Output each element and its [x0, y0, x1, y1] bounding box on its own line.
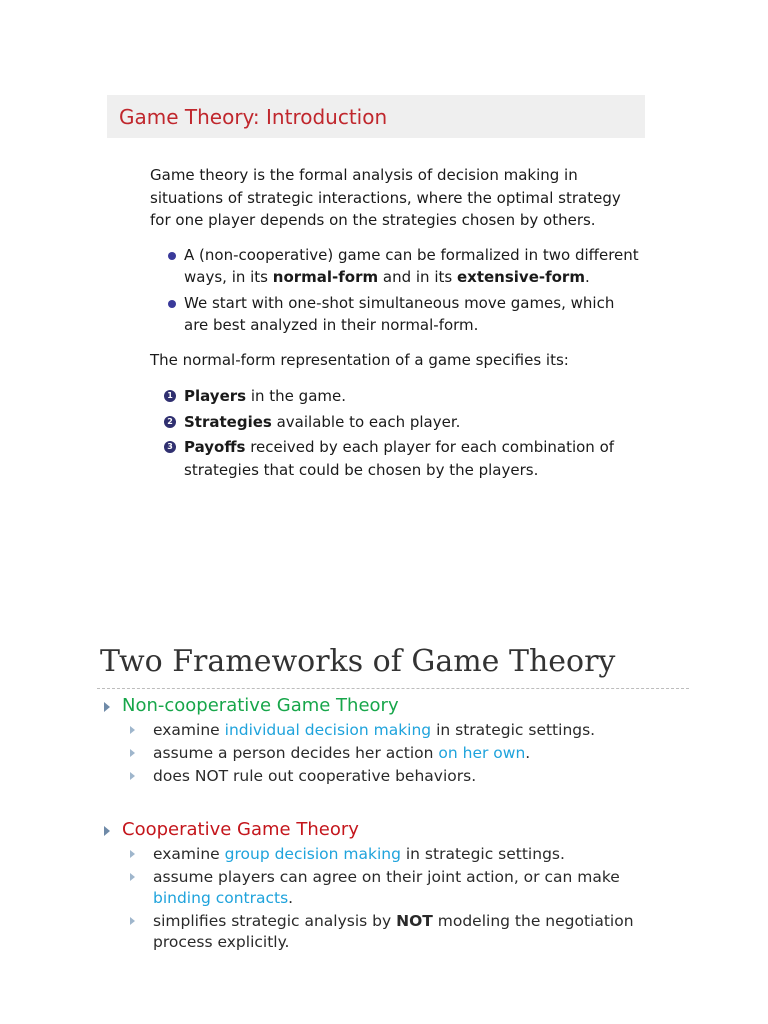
bullet-dot-icon: [168, 300, 176, 308]
item-highlight: group decision making: [224, 845, 401, 863]
bullet-text: We start with one-shot simultaneous move games, which are best analyzed in their normal-form.: [184, 293, 615, 334]
list-item: [150, 411, 640, 434]
number-badge-icon: 2: [164, 416, 176, 428]
item-text: in the game.: [246, 387, 346, 405]
noncoop-heading: [100, 694, 700, 718]
arrow-bullet-icon: [130, 917, 135, 925]
coop-list: [100, 844, 700, 953]
bullet-bold-normal-form: normal-form: [272, 268, 379, 286]
normal-form-intro: The normal-form representation of a game specifies its:: [150, 350, 569, 369]
coop-section: [100, 818, 700, 955]
noncoop-list: [100, 720, 700, 787]
arrow-bullet-icon: [130, 850, 135, 858]
slide1-body: [150, 164, 640, 484]
list-item: [150, 244, 640, 289]
item-text: received by each player for each combination of strategies that could be chosen by the players.: [184, 438, 615, 479]
bullet-dot-icon: [168, 252, 176, 260]
title-divider: [97, 688, 689, 689]
item-text: modeling the negotiation process explicitly.: [153, 912, 634, 951]
list-item: [100, 911, 700, 953]
item-text: .: [288, 889, 294, 907]
coop-heading: [100, 818, 700, 842]
slide1-title: Game Theory: Introduction: [119, 105, 388, 129]
bullet-bold-extensive-form: extensive-form: [456, 268, 585, 286]
intro-paragraph: Game theory is the formal analysis of decision making in situations of strategic interactions, where the optimal strategy for one player depends on the strategies chosen by others.: [150, 166, 621, 229]
list-item: [100, 766, 700, 787]
number-badge-icon: 1: [164, 390, 176, 402]
arrow-bullet-icon: [130, 772, 135, 780]
coop-heading-text: Cooperative Game Theory: [122, 819, 359, 840]
numbered-list: [150, 385, 640, 481]
list-item: [100, 867, 700, 909]
arrow-bullet-icon: [104, 826, 110, 836]
arrow-bullet-icon: [130, 873, 135, 881]
number-badge-icon: 3: [164, 441, 176, 453]
item-highlight: binding contracts: [153, 889, 289, 907]
item-text: in strategic settings.: [431, 721, 596, 739]
item-text: available to each player.: [271, 412, 461, 431]
item-text: .: [525, 744, 531, 762]
bullet-text: .: [584, 268, 590, 286]
item-text: does NOT rule out cooperative behaviors.: [153, 767, 477, 785]
item-highlight: on her own: [438, 744, 526, 762]
noncoop-section: [100, 694, 700, 789]
item-bold: Players: [184, 387, 247, 405]
slide2-title: Two Frameworks of Game Theory: [100, 644, 616, 679]
item-text: assume a person decides her action: [153, 744, 439, 762]
list-item: [100, 743, 700, 764]
arrow-bullet-icon: [130, 726, 135, 734]
item-highlight: individual decision making: [224, 721, 432, 739]
bullet-text: and in its: [378, 268, 457, 286]
list-item: [150, 385, 640, 408]
list-item: [150, 436, 640, 481]
list-item: [100, 720, 700, 741]
arrow-bullet-icon: [130, 749, 135, 757]
item-text: examine: [153, 845, 225, 863]
item-bold: Strategies: [184, 412, 272, 431]
item-text: in strategic settings.: [400, 845, 565, 863]
list-item: [100, 844, 700, 865]
noncoop-heading-text: Non-cooperative Game Theory: [122, 695, 399, 716]
item-bold: NOT: [396, 912, 433, 930]
item-text: assume players can agree on their joint action, or can make: [153, 868, 620, 886]
arrow-bullet-icon: [104, 702, 110, 712]
item-bold: Payoffs: [184, 438, 246, 456]
bullet-list: [150, 244, 640, 337]
list-item: [150, 292, 640, 337]
item-text: simplifies strategic analysis by: [153, 912, 397, 930]
bullet-text: A (non-cooperative) game can be formalized in two different ways, in its: [184, 245, 639, 286]
slide1-header: [107, 95, 645, 138]
item-text: examine: [153, 721, 225, 739]
